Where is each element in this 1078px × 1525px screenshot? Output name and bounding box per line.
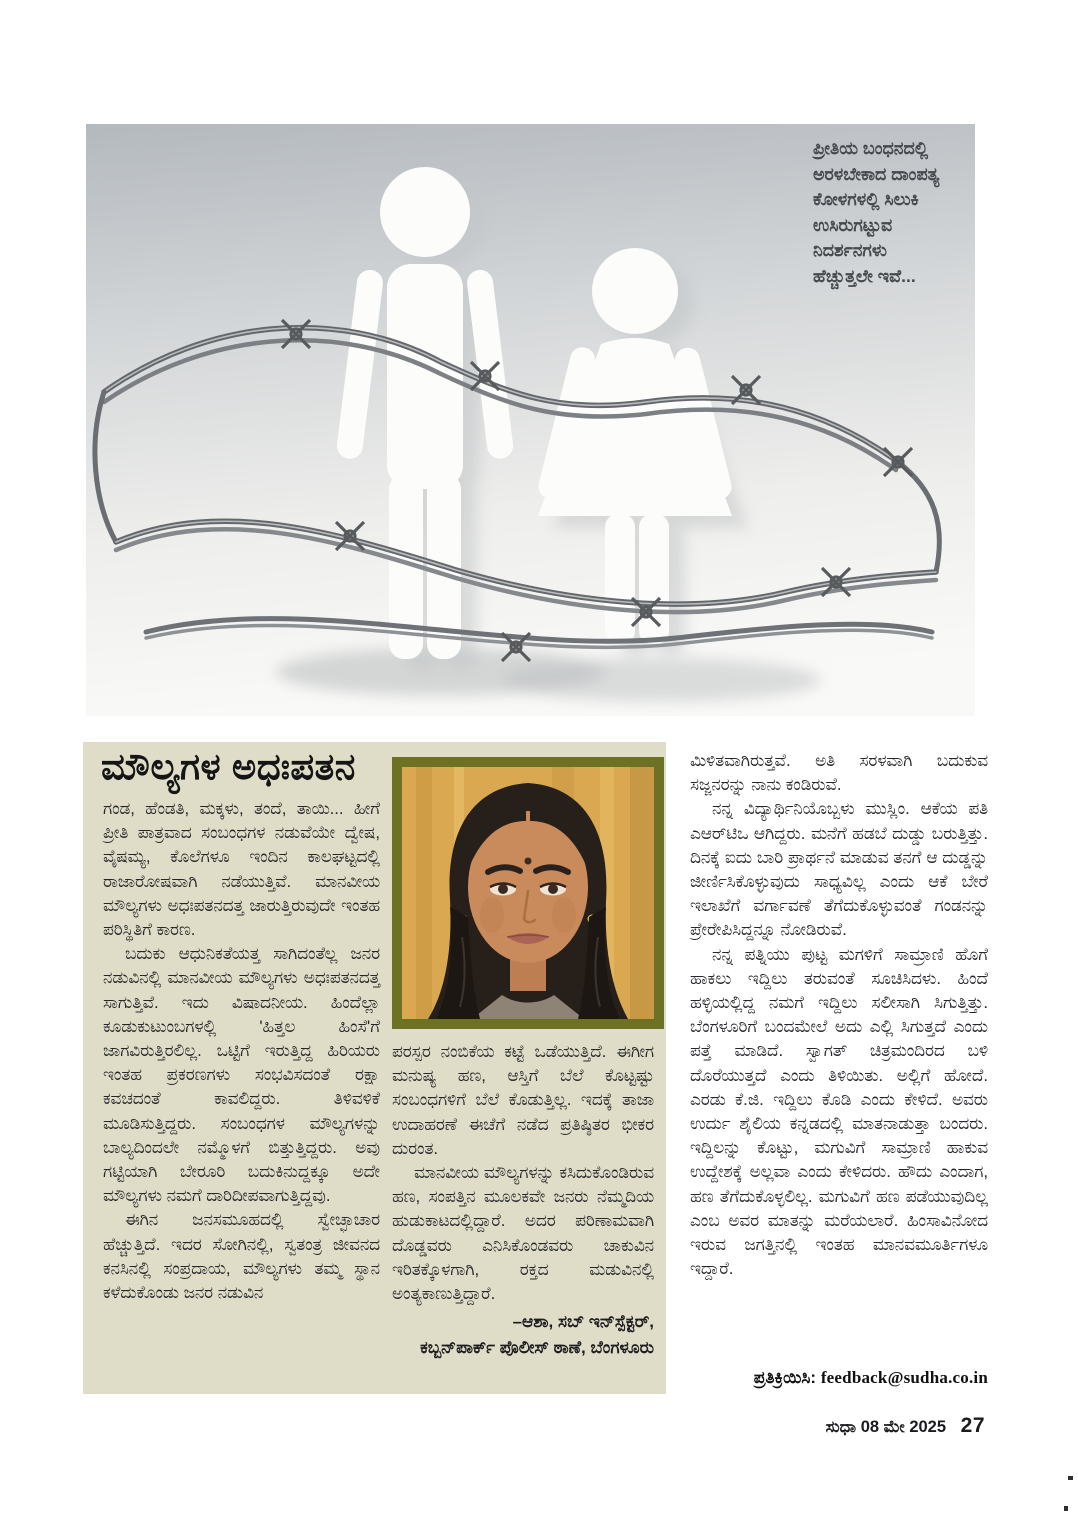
magazine-date: ಸುಧಾ 08 ಮೇ 2025: [825, 1418, 947, 1436]
caption-line: ಪ್ರೀತಿಯ ಬಂಧನದಲ್ಲಿ: [813, 138, 929, 158]
page-footer: [640, 1414, 985, 1438]
article-column-1: [103, 797, 380, 1305]
paragraph: ಈಗಿನ ಜನಸಮೂಹದಲ್ಲಿ ಸ್ವೇಚ್ಛಾಚಾರ ಹೆಚ್ಚುತ್ತಿದೆ. ಇದರ ಸೋಗಿನಲ್ಲಿ, ಸ್ವತಂತ್ರ ಜೀವನದ ಕನಸಿನಲ್ಲಿ ಸಂಪ್ರದಾಯ, ಮೌಲ್ಯಗಳು ತಮ್ಮ ಸ್ಥಾನ ಕಳೆದುಕೊಂಡು ಜನರ ನಡುವಿನ: [103, 1210, 380, 1303]
caption-line: ಅರಳಬೇಕಾದ ದಾಂಪತ್ಯ: [813, 163, 940, 184]
byline-author: –ಆಶಾ, ಸಬ್ ಇನ್‌ಸ್ಪೆಕ್ಟರ್,: [512, 1312, 654, 1332]
caption-line: ಉಸಿರುಗಟ್ಟುವ: [813, 214, 893, 235]
byline-organization: ಕಬ್ಬನ್‌ಪಾರ್ಕ್ ಪೊಲೀಸ್ ಠಾಣೆ, ಬೆಂಗಳೂರು: [420, 1338, 654, 1358]
caption-line: ಕೋಳಗಳಲ್ಲಿ ಸಿಲುಕಿ: [813, 189, 919, 209]
paragraph: ಮಾನವೀಯ ಮೌಲ್ಯಗಳನ್ನು ಕಸಿದುಕೊಂಡಿರುವ ಹಣ, ಸಂಪತ್ತಿನ ಮೂಲಕವೇ ಜನರು ನೆಮ್ಮದಿಯ ಹುಡುಕಾಟದಲ್ಲಿದ್ದಾರೆ. ಅದರ ಪರಿಣಾಮವಾಗಿ ದೊಡ್ಡವರು ಎನಿಸಿಕೊಂಡವರು ಚಾಕುವಿನ ಇರಿತಕ್ಕೊಳಗಾಗಿ, ರಕ್ತದ ಮಡುವಿನಲ್ಲಿ ಅಂತ್ಯಕಾಣುತ್ತಿದ್ದಾರೆ.: [392, 1163, 654, 1304]
print-speck: [1064, 1506, 1068, 1511]
page-number: 27: [960, 1414, 985, 1437]
paragraph: ನನ್ನ ಪತ್ನಿಯು ಪುಟ್ಟ ಮಗಳಿಗೆ ಸಾಮ್ರಾಣಿ ಹೊಗೆ ಹಾಕಲು ಇದ್ದಿಲು ತರುವಂತೆ ಸೂಚಿಸಿದಳು. ಹಿಂದೆ ಹಳ್ಳಿಯಲ್ಲಿದ್ದ ನಮಗೆ ಇದ್ದಿಲು ಸಲೀಸಾಗಿ ಸಿಗುತ್ತಿತ್ತು. ಬೆಂಗಳೂರಿಗೆ ಬಂದಮೇಲೆ ಅದು ಎಲ್ಲಿ ಸಿಗುತ್ತದೆ ಎಂದು ಪತ್ತೆ ಮಾಡಿದೆ. ಸ್ವಾಗತ್ ಚಿತ್ರಮಂದಿರದ ಬಳಿ ದೊರೆಯುತ್ತದೆ ಎಂದು ತಿಳಿಯಿತು. ಅಲ್ಲಿಗೆ ಹೋದೆ. ಎರಡು ಕೆ.ಜಿ. ಇದ್ದಿಲು ಕೊಡಿ ಎಂದು ಕೇಳಿದೆ. ಅವರು ಉರ್ದು ಶೈಲಿಯ ಕನ್ನಡದಲ್ಲಿ ಮಾತನಾಡುತ್ತಾ ಬಂದರು. ಇದ್ದಿಲನ್ನು ಕೊಟ್ಟು, ಮಗುವಿಗೆ ಸಾಮ್ರಾಣಿ ಹಾಕುವ ಉದ್ದೇಶಕ್ಕೆ ಅಲ್ಲವಾ ಎಂದು ಕೇಳಿದರು. ಹೌದು ಎಂದಾಗ, ಹಣ ತೆಗೆದುಕೊಳ್ಳಲಿಲ್ಲ. ಮಗುವಿಗೆ ಹಣ ಪಡೆಯುವುದಿಲ್ಲ ಎಂಬ ಅವರ ಮಾತನ್ನು ಮರೆಯಲಾರೆ. ಹಿಂಸಾವಿನೋದ ಇರುವ ಜಗತ್ತಿನಲ್ಲಿ ಇಂತಹ ಮಾನವಮೂರ್ತಿಗಳೂ ಇದ್ದಾರೆ.: [690, 944, 988, 1279]
paragraph: ಬದುಕು ಆಧುನಿಕತೆಯತ್ತ ಸಾಗಿದಂತೆಲ್ಲ ಜನರ ನಡುವಿನಲ್ಲಿ ಮಾನವೀಯ ಮೌಲ್ಯಗಳು ಅಧಃಪತನದತ್ತ ಸಾಗುತ್ತಿವೆ. ಇದು ವಿಷಾದನೀಯ. ಹಿಂದೆಲ್ಲಾ ಕೂಡುಕುಟುಂಬಗಳಲ್ಲಿ 'ಹಿತ್ತಲ ಹಿಂಸೆ'ಗೆ ಜಾಗವಿರುತ್ತಿರಲಿಲ್ಲ. ಒಟ್ಟಿಗೆ ಇರುತ್ತಿದ್ದ ಹಿರಿಯರು ಇಂತಹ ಪ್ರಕರಣಗಳು ಸಂಭವಿಸದಂತೆ ರಕ್ಷಾ ಕವಚದಂತೆ ಕಾವಲಿದ್ದರು. ತಿಳಿವಳಿಕೆ ಮೂಡಿಸುತ್ತಿದ್ದರು. ಸಂಬಂಧಗಳ ಮೌಲ್ಯಗಳನ್ನು ಬಾಲ್ಯದಿಂದಲೇ ನಮ್ಮೊಳಗೆ ಬಿತ್ತುತ್ತಿದ್ದರು. ಅವು ಗಟ್ಟಿಯಾಗಿ ಬೇರೂರಿ ಬದುಕಿನುದ್ದಕ್ಕೂ ಅದೇ ಮೌಲ್ಯಗಳು ನಮಗೆ ದಾರಿದೀಪವಾಗುತ್ತಿದ್ದವು.: [103, 944, 380, 1206]
feedback-email: feedback@sudha.co.in: [820, 1368, 988, 1387]
author-portrait-photo: [392, 757, 664, 1029]
paragraph: ಮಿಳಿತವಾಗಿರುತ್ತವೆ. ಅತಿ ಸರಳವಾಗಿ ಬದುಕುವ ಸಜ್ಜನರನ್ನು ನಾನು ಕಂಡಿರುವೆ.: [690, 751, 988, 795]
caption-line: ನಿದರ್ಶನಗಳು: [813, 240, 887, 260]
caption-line: ಹೆಚ್ಚುತ್ತಲೇ ಇವೆ...: [813, 265, 916, 286]
bindi: [525, 858, 532, 865]
paragraph: ನನ್ನ ವಿದ್ಯಾರ್ಥಿನಿಯೊಬ್ಬಳು ಮುಸ್ಲಿಂ. ಆಕೆಯ ಪತಿ ಎಆರ್‌ಟಿಒ ಆಗಿದ್ದರು. ಮನೆಗೆ ಹಡಬೆ ದುಡ್ಡು ಬರುತ್ತಿತ್ತು. ದಿನಕ್ಕೆ ಐದು ಬಾರಿ ಪ್ರಾರ್ಥನೆ ಮಾಡುವ ತನಗೆ ಆ ದುಡ್ಡನ್ನು ಜೀರ್ಣಿಸಿಕೊಳ್ಳುವುದು ಸಾಧ್ಯವಿಲ್ಲ ಎಂದು ಆಕೆ ಬೇರೆ ಇಲಾಖೆಗೆ ವರ್ಗಾವಣೆ ತೆಗೆದುಕೊಳ್ಳುವಂತೆ ಗಂಡನನ್ನು ಪ್ರೇರೇಪಿಸಿದ್ದನ್ನೂ ನೋಡಿರುವೆ.: [690, 799, 988, 940]
paragraph: ಪರಸ್ಪರ ನಂಬಿಕೆಯ ಕಟ್ಟೆ ಒಡೆಯುತ್ತಿದೆ. ಈಗೀಗ ಮನುಷ್ಯ ಹಣ, ಆಸ್ತಿಗೆ ಬೆಲೆ ಕೊಟ್ಟಷ್ಟು ಸಂಬಂಧಗಳಿಗೆ ಬೆಲೆ ಕೊಡುತ್ತಿಲ್ಲ. ಇದಕ್ಕೆ ತಾಜಾ ಉದಾಹರಣೆ ಈಚೆಗೆ ನಡೆದ ಪ್ರತಿಷ್ಠಿತರ ಭೀಕರ ದುರಂತ.: [392, 1042, 654, 1158]
feedback-line: [640, 1368, 988, 1388]
paragraph: ಗಂಡ, ಹೆಂಡತಿ, ಮಕ್ಕಳು, ತಂದೆ, ತಾಯಿ... ಹೀಗೆ ಪ್ರೀತಿ ಪಾತ್ರವಾದ ಸಂಬಂಧಗಳ ನಡುವೆಯೇ ದ್ವೇಷ, ವೈಷಮ್ಯ, ಕೊಲೆಗಳೂ ಇಂದಿನ ಕಾಲಘಟ್ಟದಲ್ಲಿ ರಾಜಾರೋಷವಾಗಿ ನಡೆಯುತ್ತಿವೆ. ಮಾನವೀಯ ಮೌಲ್ಯಗಳು ಅಧಃಪತನದತ್ತ ಜಾರುತ್ತಿರುವುದೇ ಇಂತಹ ಪರಿಸ್ಥಿತಿಗೆ ಕಾರಣ.: [103, 799, 380, 940]
article-column-2: [392, 1040, 654, 1361]
article-column-3: [690, 749, 988, 1281]
hero-caption: [813, 136, 988, 289]
feedback-label: ಪ್ರತಿಕ್ರಿಯಿಸಿ:: [753, 1368, 817, 1387]
article-title: ಮೌಲ್ಯಗಳ ಅಧಃಪತನ: [101, 746, 356, 787]
print-speck: [1068, 1476, 1073, 1480]
